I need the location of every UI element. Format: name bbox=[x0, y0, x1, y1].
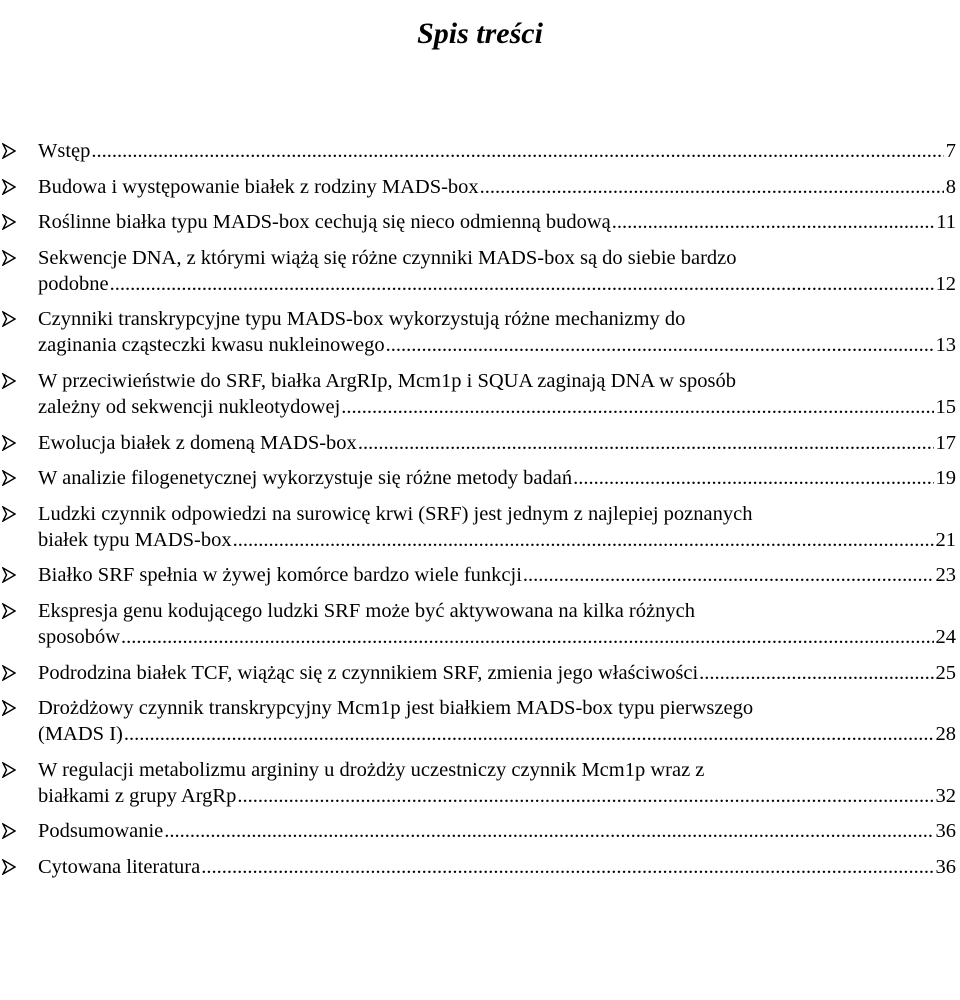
dot-leader bbox=[124, 721, 934, 747]
toc-entry[interactable] bbox=[0, 818, 960, 844]
toc-page-number: 17 bbox=[935, 431, 956, 454]
toc-page-number: 12 bbox=[935, 272, 956, 295]
toc-entry-title-line: zaginania cząsteczki kwasu nukleinowego bbox=[38, 334, 385, 357]
toc-entry-title-line: Budowa i występowanie białek z rodziny MADS-box bbox=[38, 175, 479, 198]
toc-entry[interactable] bbox=[0, 660, 960, 686]
dot-leader bbox=[201, 854, 933, 880]
arrow-bullet-icon bbox=[2, 143, 16, 159]
dot-leader bbox=[612, 209, 935, 235]
arrow-bullet-icon bbox=[2, 373, 16, 389]
dot-leader bbox=[523, 562, 934, 588]
toc-entry[interactable] bbox=[0, 138, 960, 164]
toc-page-number: 23 bbox=[935, 564, 956, 587]
toc-entry[interactable] bbox=[0, 562, 960, 588]
toc-page-number: 19 bbox=[935, 467, 956, 490]
toc-entry[interactable] bbox=[0, 598, 960, 650]
toc-entry[interactable] bbox=[0, 854, 960, 880]
toc-entry-title-line: W regulacji metabolizmu argininy u drożdży uczestniczy czynnik Mcm1p wraz z bbox=[38, 758, 705, 781]
arrow-bullet-icon bbox=[2, 470, 16, 486]
arrow-bullet-icon bbox=[2, 214, 16, 230]
toc-entry-title-line: W analizie filogenetycznej wykorzystuje się różne metody badań bbox=[38, 467, 573, 490]
page-title: Spis treści bbox=[417, 17, 543, 51]
toc-entry[interactable] bbox=[0, 501, 960, 553]
dot-leader bbox=[91, 138, 943, 164]
toc-page-number: 32 bbox=[935, 784, 956, 807]
arrow-bullet-icon bbox=[2, 859, 16, 875]
arrow-bullet-icon bbox=[2, 506, 16, 522]
toc-entry-title-line: Białko SRF spełnia w żywej komórce bardzo wiele funkcji bbox=[38, 564, 522, 587]
dot-leader bbox=[110, 271, 934, 297]
arrow-bullet-icon bbox=[2, 311, 16, 327]
arrow-bullet-icon bbox=[2, 762, 16, 778]
arrow-bullet-icon bbox=[2, 567, 16, 583]
toc-entry[interactable] bbox=[0, 757, 960, 809]
arrow-bullet-icon bbox=[2, 603, 16, 619]
toc-entry-title-line: białek typu MADS-box bbox=[38, 528, 232, 551]
arrow-bullet-icon bbox=[2, 823, 16, 839]
toc-entry[interactable] bbox=[0, 174, 960, 200]
toc-entry-title-line: Ewolucja białek z domeną MADS-box bbox=[38, 431, 357, 454]
toc-entry-title-line: Roślinne białka typu MADS-box cechują się nieco odmienną budową bbox=[38, 211, 611, 234]
toc-page-number: 15 bbox=[935, 395, 956, 418]
dot-leader bbox=[237, 783, 933, 809]
dot-leader bbox=[699, 660, 933, 686]
table-of-contents bbox=[0, 138, 960, 890]
arrow-bullet-icon bbox=[2, 435, 16, 451]
toc-entry[interactable] bbox=[0, 695, 960, 747]
toc-page-number: 8 bbox=[945, 175, 956, 198]
dot-leader bbox=[386, 332, 934, 358]
toc-page-number: 25 bbox=[935, 661, 956, 684]
toc-entry-title-line: Czynniki transkrypcyjne typu MADS-box wykorzystują różne mechanizmy do bbox=[38, 308, 686, 331]
dot-leader bbox=[341, 394, 933, 420]
toc-entry-title-line: Drożdżowy czynnik transkrypcyjny Mcm1p jest białkiem MADS-box typu pierwszego bbox=[38, 697, 754, 720]
toc-entry[interactable] bbox=[0, 430, 960, 456]
dot-leader bbox=[358, 430, 934, 456]
toc-entry[interactable] bbox=[0, 306, 960, 358]
toc-page-number: 13 bbox=[935, 334, 956, 357]
dot-leader bbox=[480, 174, 944, 200]
toc-page-number: 24 bbox=[935, 625, 956, 648]
toc-entry-title-line: sposobów bbox=[38, 625, 121, 648]
toc-page-number: 21 bbox=[935, 528, 956, 551]
toc-page-number: 11 bbox=[936, 211, 956, 234]
toc-page-number: 36 bbox=[935, 820, 956, 843]
toc-entry-title-line: Ekspresja genu kodującego ludzki SRF może być aktywowana na kilka różnych bbox=[38, 599, 695, 622]
toc-entry-title-line: Podrodzina białek TCF, wiążąc się z czynnikiem SRF, zmienia jego właściwości bbox=[38, 661, 699, 684]
toc-entry[interactable] bbox=[0, 465, 960, 491]
arrow-bullet-icon bbox=[2, 250, 16, 266]
toc-entry-title-line: podobne bbox=[38, 272, 109, 295]
toc-entry-title-line: (MADS I) bbox=[38, 723, 123, 746]
toc-page-number: 28 bbox=[935, 723, 956, 746]
dot-leader bbox=[573, 465, 933, 491]
toc-entry-title-line: Sekwencje DNA, z którymi wiążą się różne czynniki MADS-box są do siebie bardzo bbox=[38, 246, 737, 269]
arrow-bullet-icon bbox=[2, 179, 16, 195]
toc-entry-title-line: W przeciwieństwie do SRF, białka ArgRIp, Mcm1p i SQUA zaginają DNA w sposób bbox=[38, 369, 736, 392]
toc-entry-title-line: Cytowana literatura bbox=[38, 855, 201, 878]
toc-entry-title-line: Podsumowanie bbox=[38, 820, 164, 843]
toc-entry[interactable] bbox=[0, 245, 960, 297]
toc-page-number: 36 bbox=[935, 855, 956, 878]
toc-page-number: 7 bbox=[945, 140, 956, 162]
dot-leader bbox=[164, 818, 933, 844]
toc-entry-title-line: Wstęp bbox=[38, 140, 91, 162]
toc-entry-title-line: zależny od sekwencji nukleotydowej bbox=[38, 395, 341, 418]
arrow-bullet-icon bbox=[2, 665, 16, 681]
toc-entry-title-line: Ludzki czynnik odpowiedzi na surowicę krwi (SRF) jest jednym z najlepiej poznanych bbox=[38, 502, 753, 525]
toc-entry[interactable] bbox=[0, 368, 960, 420]
toc-entry[interactable] bbox=[0, 209, 960, 235]
arrow-bullet-icon bbox=[2, 700, 16, 716]
toc-entry-title-line: białkami z grupy ArgRp bbox=[38, 784, 237, 807]
dot-leader bbox=[233, 527, 934, 553]
dot-leader bbox=[121, 624, 933, 650]
